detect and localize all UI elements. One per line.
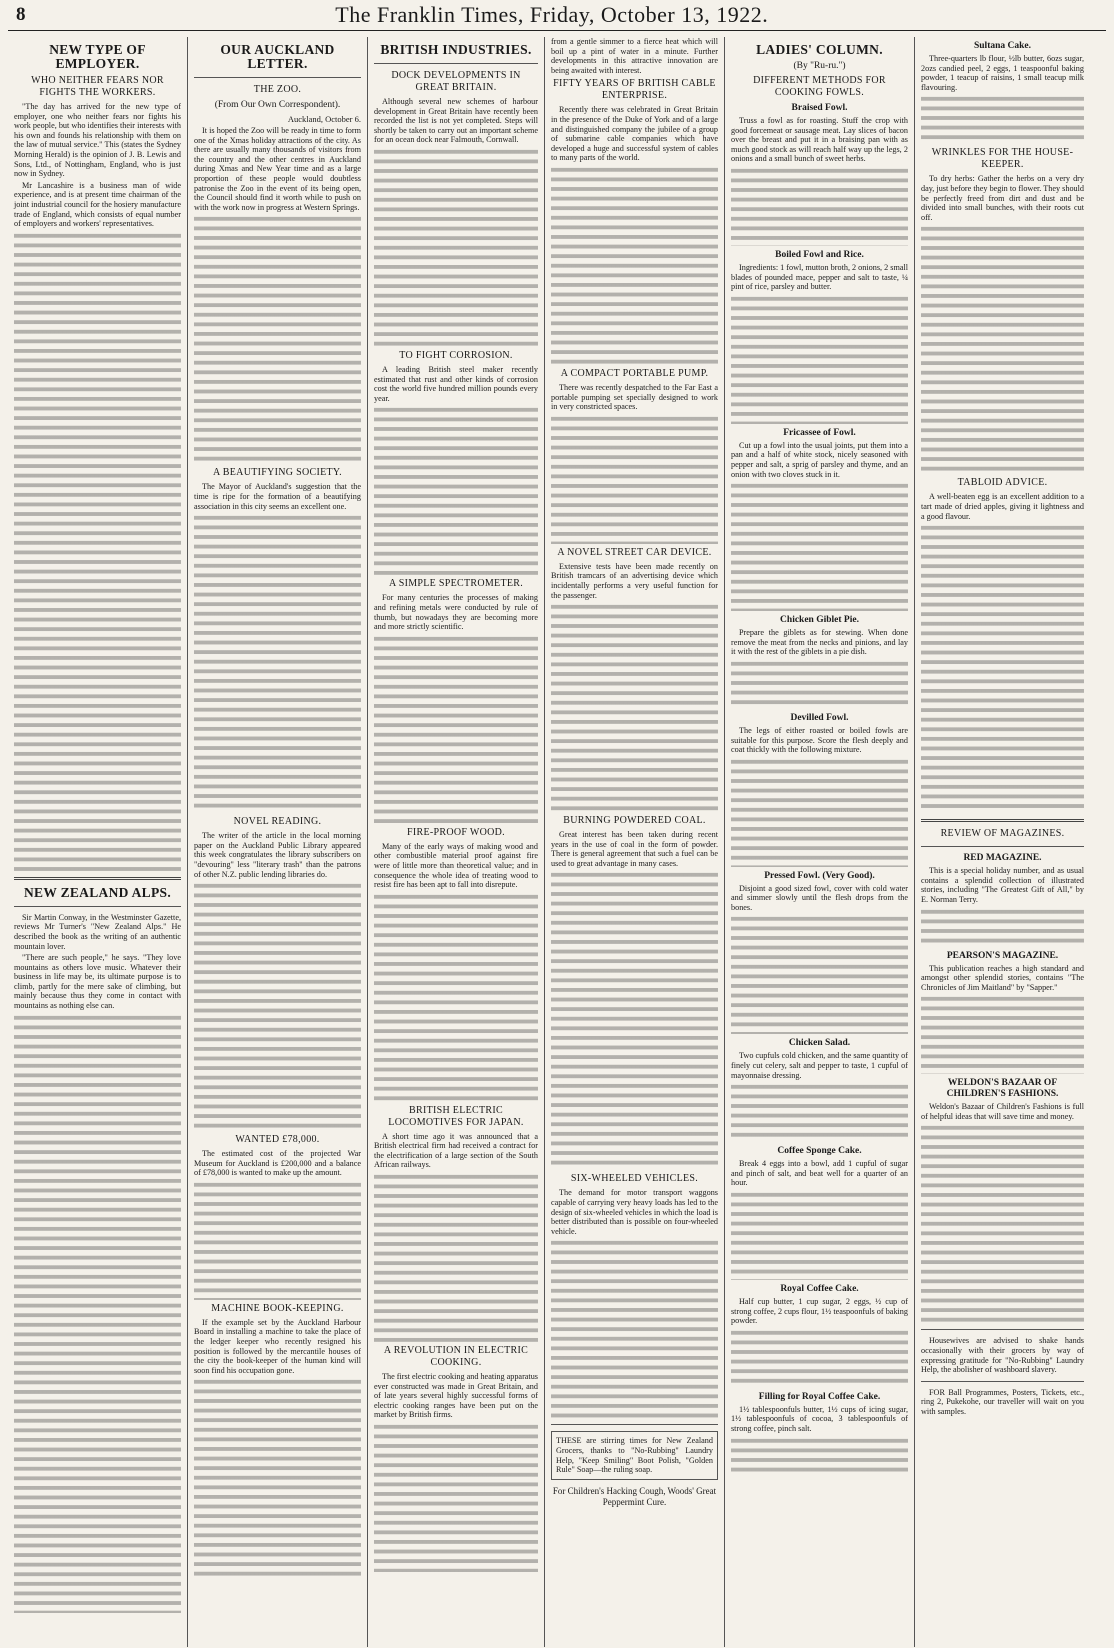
paragraph: The legs of either roasted or boiled fowls are suitable for this purpose. Score the flesh deeply and coat thickly with the following mixture.	[731, 725, 908, 755]
paragraph: If the example set by the Auckland Harbour Board in installing a machine to take the place of the ledger keeper who recently resigned his position is followed by the mercantile houses of the city the book-keeper of the human kind will soon find his occupation gone.	[194, 1317, 361, 1375]
text-filler	[194, 1377, 361, 1577]
text-filler	[374, 147, 538, 347]
dateline: Auckland, October 6.	[287, 114, 361, 124]
article-subheading: DOCK DEVELOPMENTS IN GREAT BRITAIN.	[391, 70, 521, 93]
article-subheading: WHO NEITHER FEARS NOR FIGHTS THE WORKERS.	[31, 75, 164, 98]
text-filler	[731, 757, 908, 867]
paragraph: Mr Lancashire is a business man of wide experience, and is at present time chairman of the joint industrial council for the hosiery manufacture trade of England, which consists of equal number of employers and workers' representatives.	[14, 180, 181, 229]
article-heading: BRITISH INDUSTRIES.	[380, 42, 532, 57]
paragraph: from a gentle simmer to a fierce heat which will boil up a pint of water in a minute. Further developments in this attractive innovation are being awaited with interest.	[551, 37, 718, 75]
magazine-title: PEARSON'S MAGAZINE.	[946, 950, 1059, 961]
divider	[14, 877, 181, 880]
paragraph: Disjoint a good sized fowl, cover with cold water and simmer slowly until the flesh drops from the bones.	[731, 883, 908, 912]
column-3	[368, 37, 545, 1647]
magazine-title: RED MAGAZINE.	[963, 853, 1042, 864]
recipe-title: Coffee Sponge Cake.	[777, 1146, 862, 1157]
text-filler	[194, 513, 361, 813]
paragraph: Ingredients: 1 fowl, mutton broth, 2 onions, 2 small blades of pounded mace, pepper and salt to taste, ¼ pint of rice, parsley and butter.	[731, 262, 908, 292]
paragraph: 1½ tablespoonfuls butter, 1½ cups of icing sugar, 1½ tablespoonfuls of cocoa, 3 tablespoonfuls of strong coffee, pinch salt.	[731, 1404, 908, 1433]
paragraph: The demand for motor transport waggons capable of carrying very heavy loads has led to the design of six-wheeled vehicles in which the load is better distributed than is possible on four-wheeled vehicle.	[551, 1188, 718, 1236]
column-4	[545, 37, 725, 1647]
text-filler	[551, 414, 718, 544]
advertisement: Housewives are advised to shake hands occasionally with their grocers by way of expressing gratitude for "No-Rubbing" Laundry Help, the abolisher of washboard slavery.	[921, 1336, 1084, 1375]
recipe-title: Filling for Royal Coffee Cake.	[758, 1391, 881, 1402]
paragraph: The writer of the article in the local morning paper on the Auckland Public Library appeared this week congratulates the library subscribers on "devouring" less "literary trash" than the patrons of other N.Z. public lending libraries do.	[194, 831, 361, 879]
text-filler	[194, 1180, 361, 1300]
recipe-title: Sultana Cake.	[973, 41, 1031, 51]
section-heading: NOVEL READING.	[233, 816, 322, 828]
text-filler	[731, 659, 908, 709]
section-heading: TO FIGHT CORROSION.	[399, 349, 513, 361]
page-number: 8	[16, 4, 26, 25]
text-filler	[731, 1436, 908, 1476]
column-2	[188, 37, 368, 1647]
advertisement: FOR Ball Programmes, Posters, Tickets, etc., ring 2, Pukekohe, our traveller will wait on you with samples.	[921, 1387, 1084, 1417]
paragraph: A well-beaten egg is an excellent addition to a tart made of dried apples, giving it lightness and a good flavour.	[921, 492, 1084, 521]
paragraph: This is a special holiday number, and as usual contains a splendid collection of illustrated stories, including "The Greatest Gift of All," by E. Norman Terry.	[921, 866, 1084, 904]
column-1	[8, 37, 188, 1647]
text-filler	[921, 994, 1084, 1074]
text-filler	[731, 481, 908, 611]
divider	[921, 846, 1084, 847]
text-filler	[921, 523, 1084, 813]
section-heading: WRINKLES FOR THE HOUSE-KEEPER.	[931, 147, 1074, 171]
recipe-title: Pressed Fowl. (Very Good).	[764, 870, 875, 881]
recipe-title: Fricassee of Fowl.	[783, 427, 856, 438]
article-subheading: DIFFERENT METHODS FOR COOKING FOWLS.	[753, 75, 886, 98]
advertisement: THESE are stirring times for New Zealand Grocers, thanks to "No-Rubbing" Laundry Help, "Keep Smiling" Boot Polish, "Golden Rule" Soap—the ruling soap.	[551, 1431, 718, 1479]
section-heading: A REVOLUTION IN ELECTRIC COOKING.	[383, 1345, 529, 1369]
divider	[921, 1329, 1084, 1330]
paragraph: Weldon's Bazaar of Children's Fashions is full of helpful ideas that will save time and money.	[921, 1102, 1084, 1121]
section-heading: REVIEW OF MAGAZINES.	[940, 828, 1065, 840]
paragraph: Cut up a fowl into the usual joints, put them into a pan and a half of white stock, nicely seasoned with pepper and salt, a sprig of parsley and thyme, and an onion with two cloves stuck in it.	[731, 440, 908, 479]
column-6	[915, 37, 1090, 1647]
recipe-title: Royal Coffee Cake.	[780, 1284, 859, 1295]
section-heading: A SIMPLE SPECTROMETER.	[388, 578, 524, 590]
text-filler	[194, 881, 361, 1131]
text-filler	[731, 294, 908, 424]
section-heading: THE ZOO.	[253, 84, 302, 95]
paragraph: It is hoped the Zoo will be ready in time to form one of the Xmas holiday attractions of the city. As there are usually many thousands of visitors from the country and the other centres in Auckland during Xmas and New Year time and as a large proportion of these people would doubtless patronise the Zoo in the event of its being open, the Council should find it worth while to push on with the work now in progress at Western Springs.	[194, 126, 361, 212]
text-filler	[921, 907, 1084, 947]
text-filler	[551, 602, 718, 812]
section-heading: A BEAUTIFYING SOCIETY.	[213, 467, 342, 479]
paragraph: Recently there was celebrated in Great Britain in the presence of the Duke of York and of a large and distinguished company the jubilee of a group of submarine cable companies which have developed a huge and successful system of cables to many parts of the world.	[551, 105, 718, 163]
text-filler	[731, 914, 908, 1034]
masthead-title: The Franklin Times, Friday, October 13, 1922.	[335, 2, 769, 27]
paragraph: Break 4 eggs into a bowl, add 1 cupful of sugar and pinch of salt, and beat well for a quarter of an hour.	[731, 1159, 908, 1188]
paragraph: Although several new schemes of harbour development in Great Britain have recently been recorded the list is not yet completed. Steps will shortly be taken to carry out an important scheme for an ocean dock near Falmouth, Cornwall.	[374, 97, 538, 145]
section-heading: BRITISH ELECTRIC LOCOMOTIVES FOR JAPAN.	[388, 1104, 524, 1128]
article-heading: NEW ZEALAND ALPS.	[23, 884, 171, 900]
section-heading: SIX-WHEELED VEHICLES.	[570, 1173, 699, 1185]
text-filler	[374, 405, 538, 575]
section-heading: WANTED £78,000.	[235, 1134, 320, 1146]
section-heading: MACHINE BOOK-KEEPING.	[211, 1302, 344, 1314]
paragraph: A short time ago it was announced that a British electrical firm had received a contract for the electrification of a large section of the South African railways.	[374, 1131, 538, 1170]
paragraph: Half cup butter, 1 cup sugar, 2 eggs, ½ cup of strong coffee, 2 cups flour, 1½ teaspoonfuls of baking powder.	[731, 1297, 908, 1326]
text-filler	[731, 166, 908, 246]
recipe-title: Boiled Fowl and Rice.	[775, 249, 864, 260]
text-filler	[14, 1013, 181, 1613]
paragraph: A leading British steel maker recently estimated that rust and other kinds of corrosion cost the world five hundred million pounds every year.	[374, 364, 538, 403]
text-filler	[551, 165, 718, 365]
paragraph: This publication reaches a high standard and amongst other splendid stories, contains "The Chronicles of Jim Maitland" by "Sapper."	[921, 963, 1084, 992]
divider	[921, 819, 1084, 822]
text-filler	[374, 634, 538, 824]
text-filler	[194, 214, 361, 464]
column-5	[725, 37, 915, 1647]
paragraph: Many of the early ways of making wood and other combustible material proof against fire were of little more than theoretical value; and in consequence the whole idea of treating wood to resist fire has been apt to fall into disrepute.	[374, 841, 538, 890]
paragraph: "There are such people," he says. "They love mountains as others love music. Whatever their business in life may be, its ultimate purpose is to climb, partly for the mere sake of climbing, but mainly because thus they come in contact with mountains as nothing else can.	[14, 953, 181, 1011]
paragraph: Three-quarters lb flour, ½lb butter, 6ozs sugar, 2ozs candied peel, 2 eggs, 1 teaspoonful baking powder, 1 teacup of raisins, 1 small teacup milk flavouring.	[921, 54, 1084, 92]
text-filler	[14, 231, 181, 871]
text-filler	[731, 1190, 908, 1280]
paragraph: Prepare the giblets as for stewing. When done remove the meat from the necks and pinions, and lay it with the rest of the giblets in a pie dish.	[731, 628, 908, 657]
text-filler	[731, 1082, 908, 1142]
divider	[194, 77, 361, 78]
text-filler	[374, 1172, 538, 1342]
paragraph: Two cupfuls cold chicken, and the same quantity of finely cut celery, salt and pepper to taste, 1 cupful of mayonnaise dressing.	[731, 1051, 908, 1080]
section-heading: FIFTY YEARS OF BRITISH CABLE ENTERPRISE.	[553, 78, 716, 102]
paragraph: Extensive tests have been made recently on British tramcars of an advertising device which incidentally performs a very useful function for the passenger.	[551, 561, 718, 600]
text-filler	[374, 1422, 538, 1572]
byline: (From Our Own Correspondent).	[214, 100, 341, 110]
text-filler	[921, 1123, 1084, 1323]
masthead	[8, 0, 1106, 31]
paragraph: "The day has arrived for the new type of employer, one who neither fears nor fights his work people, but who identifies their interests with his own and founds his relationship with them on the law of mutual service." This (states the Sydney Morning Herald) is the opinion of J. B. Lewis and Sons, Ltd., of Nottingham, England, who is just now in Sydney.	[14, 102, 181, 179]
advertisement: For Children's Hacking Cough, Woods' Great Peppermint Cure.	[552, 1485, 717, 1507]
article-heading: OUR AUCKLAND LETTER.	[220, 42, 335, 71]
text-filler	[551, 870, 718, 1170]
paragraph: To dry herbs: Gather the herbs on a very dry day, just before they begin to flower. They should be perfectly freed from dirt and dust and be divided into small bunches, with their roots cut off.	[921, 174, 1084, 222]
divider	[921, 1381, 1084, 1382]
paragraph: Truss a fowl as for roasting. Stuff the crop with good forcemeat or sausage meat. Lay slices of bacon over the breast and put it in a braising pan with as much good stock as will reach half way up the legs, 2 onions and a small bunch of sweet herbs.	[731, 116, 908, 164]
recipe-title: Chicken Salad.	[788, 1038, 851, 1049]
article-heading: NEW TYPE OF EMPLOYER.	[49, 42, 146, 71]
divider	[374, 63, 538, 64]
section-heading: BURNING POWDERED COAL.	[563, 815, 706, 827]
text-filler	[921, 94, 1084, 144]
paragraph: Great interest has been taken during recent years in the use of coal in the form of powder. There is general agreement that such a fuel can be used to great advantage in many cases.	[551, 830, 718, 868]
paragraph: There was recently despatched to the Far East a portable pumping set specially designed to work in very constricted spaces.	[551, 382, 718, 412]
magazine-title: WELDON'S BAZAAR OF CHILDREN'S FASHIONS.	[946, 1078, 1059, 1100]
byline: (By "Ru-ru.")	[793, 61, 846, 71]
paragraph: Sir Martin Conway, in the Westminster Gazette, reviews Mr Turner's "New Zealand Alps." He described the book as the writing of an authentic mountain lover.	[14, 912, 181, 951]
text-filler	[921, 224, 1084, 474]
section-heading: FIRE-PROOF WOOD.	[407, 826, 505, 838]
text-filler	[731, 1328, 908, 1388]
recipe-title: Chicken Giblet Pie.	[780, 615, 859, 626]
columns	[8, 37, 1106, 1647]
paragraph: The estimated cost of the projected War Museum for Auckland is £200,000 and a balance of £78,000 is wanted to make up the amount.	[194, 1149, 361, 1178]
section-heading: TABLOID ADVICE.	[957, 477, 1048, 489]
recipe-title: Braised Fowl.	[791, 103, 848, 113]
divider	[551, 1424, 718, 1425]
divider	[14, 906, 181, 907]
paragraph: For many centuries the processes of making and refining metals were conducted by rule of thumb, but nowadays they are becoming more and more strictly scientific.	[374, 593, 538, 632]
text-filler	[551, 1238, 718, 1418]
paragraph: The Mayor of Auckland's suggestion that the time is ripe for the formation of a beautifying association in this city seems an excellent one.	[194, 482, 361, 511]
text-filler	[374, 892, 538, 1102]
recipe-title: Devilled Fowl.	[790, 712, 849, 723]
section-heading: A NOVEL STREET CAR DEVICE.	[557, 546, 712, 558]
paragraph: The first electric cooking and heating apparatus ever constructed was made in Great Britain, and of late years several highly successful forms of electric cooking ranges have been put on the market by British firms.	[374, 1372, 538, 1420]
section-heading: A COMPACT PORTABLE PUMP.	[560, 367, 709, 379]
article-heading: LADIES' COLUMN.	[756, 42, 883, 57]
